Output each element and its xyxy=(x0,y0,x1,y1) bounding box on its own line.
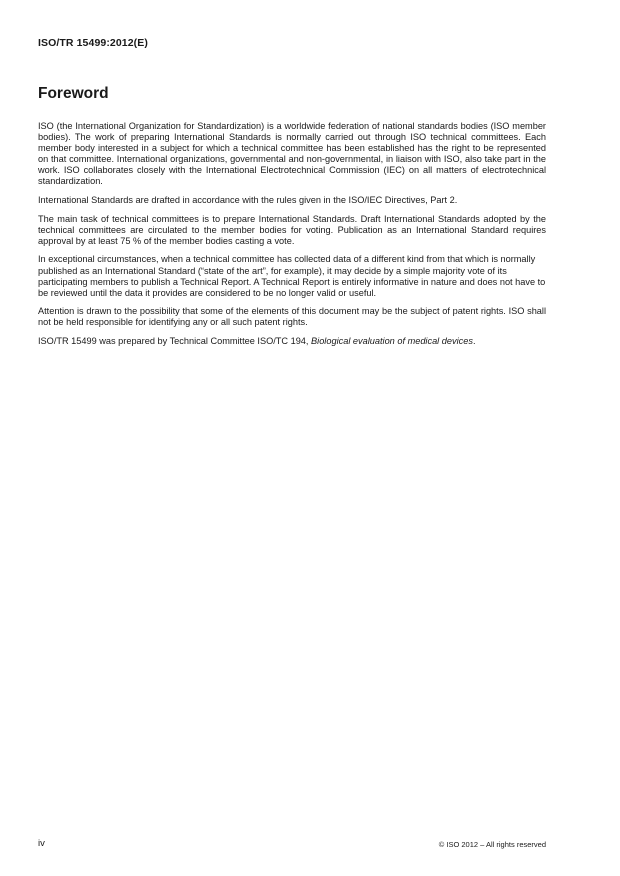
committee-title: Biological evaluation of medical devices xyxy=(311,336,473,346)
paragraph-patent-rights: Attention is drawn to the possibility that some of the elements of this document may be the subject of patent rights. ISO shall not be held responsible for identifying any or all such patent rights. xyxy=(38,306,546,328)
paragraph-prepared-by xyxy=(38,336,546,347)
page-number: iv xyxy=(38,838,45,849)
copyright-notice: © ISO 2012 – All rights reserved xyxy=(438,840,546,849)
section-title: Foreword xyxy=(38,85,109,102)
prepared-by-end: . xyxy=(472,336,476,346)
paragraph-technical-report: In exceptional circumstances, when a technical committee has collected data of a different kind from that which is normally published as an International Standard (“state of the art”, for example), it may decide by a simple majority vote of its participating members to publish a Technical Report. A Technical Report is entirely informative in nature and does not have to be reviewed until the data it provides are considered to be no longer valid or useful. xyxy=(38,254,546,298)
document-id: ISO/TR 15499:2012(E) xyxy=(38,37,148,49)
paragraph-iso-overview: ISO (the International Organization for Standardization) is a worldwide federation of national standards bodies (ISO member bodies). The work of preparing International Standards is normally carried out through ISO technical committees. Each member body interested in a subject for which a technical committee has been established has the right to be represented on that committee. International organizations, governmental and non-governmental, in liaison with ISO, also take part in the work. ISO collaborates closely with the International Electrotechnical Commission (IEC) on all matters of electrotechnical standardization. xyxy=(38,121,546,187)
paragraph-directives: International Standards are drafted in accordance with the rules given in the ISO/IEC Directives, Part 2. xyxy=(38,195,458,206)
foreword-body xyxy=(38,121,546,355)
paragraph-committee-task: The main task of technical committees is to prepare International Standards. Draft International Standards adopted by the technical committees are circulated to the member bodies for voting. Publication as an International Standard requires approval by at least 75 % of the member bodies casting a vote. xyxy=(38,213,546,246)
prepared-by-text: ISO/TR 15499 was prepared by Technical Committee ISO/TC 194, xyxy=(38,336,312,346)
